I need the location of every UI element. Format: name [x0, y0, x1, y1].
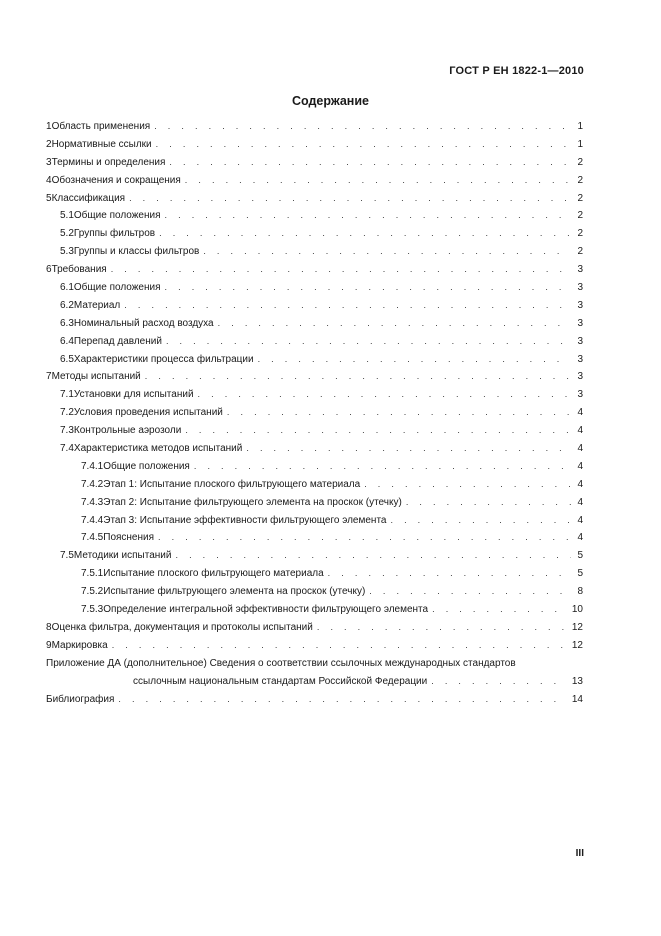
toc-entry-page: 3 [577, 371, 583, 383]
toc-entry-page: 3 [577, 389, 583, 401]
dot-leader [406, 497, 571, 507]
dot-leader [194, 461, 571, 471]
dot-leader [364, 479, 571, 489]
toc-entry-number: 6.1 [60, 282, 74, 294]
dot-leader [154, 121, 571, 131]
toc-appendix-label: Приложение ДА (дополнительное) Сведения о соответствии ссылочных международных стандартов [46, 657, 516, 669]
dot-leader [156, 139, 571, 149]
toc-entry-page: 4 [577, 532, 583, 544]
toc-entry-label: Характеристики процесса фильтрации [73, 353, 254, 365]
toc-entry[interactable] [46, 425, 583, 443]
toc-entry-label: Характеристика методов испытаний [73, 443, 243, 455]
toc-entry-label: Обозначения и сокращения [51, 174, 181, 186]
toc-bibliography[interactable] [46, 694, 583, 712]
toc-entry-number: 5 [46, 192, 52, 204]
toc-entry-label: Номинальный расход воздуха [73, 317, 214, 329]
toc-entry-page: 2 [577, 156, 583, 168]
toc-entry-number: 5.3 [60, 246, 74, 258]
toc-entry-number: 3 [46, 156, 52, 168]
toc-entry-number: 7.1 [60, 389, 74, 401]
toc-entry-label: Методики испытаний [73, 550, 172, 562]
toc-entry[interactable] [46, 157, 583, 175]
page-title: Содержание [291, 94, 369, 108]
toc-entry-number: 9 [46, 639, 52, 651]
toc-entry[interactable] [46, 532, 583, 550]
toc-entry-page: 4 [577, 514, 583, 526]
dot-leader [165, 210, 572, 220]
toc-entry-label: Испытание фильтрующего элемента на проскок (утечку) [103, 586, 366, 598]
toc-entry[interactable] [46, 210, 583, 228]
toc-appendix-line2[interactable] [46, 676, 583, 694]
toc-entry-number: 7.3 [60, 425, 74, 437]
toc-entry[interactable] [46, 193, 583, 211]
toc-entry-number: 6.5 [60, 353, 74, 365]
toc-entry-page: 2 [577, 192, 583, 204]
dot-leader [118, 694, 567, 704]
dot-leader [175, 550, 571, 560]
toc-entry-number: 7.5 [60, 550, 74, 562]
toc-entry-label: Нормативные ссылки [51, 138, 152, 150]
dot-leader [198, 389, 571, 399]
toc-entry-number: 7.4.5 [81, 532, 104, 544]
toc-entry-page: 3 [577, 335, 583, 347]
toc-entry-page: 8 [577, 586, 583, 598]
toc-entry-number: 7.4.4 [81, 514, 104, 526]
toc-entry-number: 5.1 [60, 210, 74, 222]
toc-entry-page: 4 [577, 460, 583, 472]
toc-entry-number: 7.4.3 [81, 496, 104, 508]
toc-entry-page: 2 [577, 210, 583, 222]
toc-entry-page: 5 [577, 550, 583, 562]
dot-leader [158, 532, 571, 542]
toc-entry-label: Этап 1: Испытание плоского фильтрующего материала [103, 478, 361, 490]
toc-entry[interactable] [46, 586, 583, 604]
toc-entry-page: 2 [577, 246, 583, 258]
toc-appendix-label-cont: ссылочным национальным стандартам Российской Федерации [133, 675, 428, 687]
dot-leader [258, 354, 571, 364]
toc-entry[interactable] [46, 228, 583, 246]
toc-entry-label: Общие положения [73, 210, 161, 222]
toc-entry[interactable] [46, 550, 583, 568]
toc-entry[interactable] [46, 371, 583, 389]
toc-entry[interactable] [46, 515, 583, 533]
toc-entry-label: Пояснения [103, 532, 155, 544]
toc-entry[interactable] [46, 389, 583, 407]
toc-entry[interactable] [46, 479, 583, 497]
dot-leader [390, 515, 571, 525]
toc-entry-label: Испытание плоского фильтрующего материала [103, 568, 324, 580]
toc-entry[interactable] [46, 407, 583, 425]
toc-entry-number: 6.3 [60, 317, 74, 329]
toc-entry-number: 5.2 [60, 228, 74, 240]
toc-entry-number: 6.4 [60, 335, 74, 347]
toc-entry-page: 4 [577, 407, 583, 419]
toc-entry-page: 4 [577, 496, 583, 508]
toc-entry-label: Определение интегральной эффективности фильтрующего элемента [103, 604, 429, 616]
dot-leader [185, 175, 571, 185]
toc-entry-page: 10 [571, 604, 583, 616]
dot-leader [166, 336, 571, 346]
toc-entry-page: 3 [577, 282, 583, 294]
toc-entry-label: Условия проведения испытаний [73, 407, 223, 419]
dot-leader [317, 622, 568, 632]
toc-entry-page: 12 [571, 639, 583, 651]
dot-leader [124, 300, 571, 310]
toc-entry-page: 1 [577, 138, 583, 150]
toc-appendix-page: 13 [571, 675, 583, 687]
toc-entry-number: 1 [46, 121, 52, 132]
toc-appendix-line1[interactable] [46, 658, 583, 676]
dot-leader [112, 640, 568, 650]
toc-entry-page: 3 [577, 299, 583, 311]
toc-entry-page: 1 [577, 121, 583, 132]
toc-entry-label: Методы испытаний [51, 371, 141, 383]
dot-leader [369, 586, 571, 596]
dot-leader [218, 318, 571, 328]
toc-entry[interactable] [46, 497, 583, 515]
toc-entry-label: Группы фильтров [73, 228, 156, 240]
dot-leader [203, 246, 571, 256]
toc-entry-number: 7.5.3 [81, 604, 104, 616]
toc-entry-page: 2 [577, 174, 583, 186]
toc-entry[interactable] [46, 139, 583, 157]
toc-bibliography-label: Библиография [46, 693, 115, 705]
dot-leader [145, 371, 571, 381]
toc-entry[interactable] [46, 604, 583, 622]
dot-leader [328, 568, 571, 578]
toc-entry[interactable] [46, 622, 583, 640]
dot-leader [432, 604, 568, 614]
toc-entry-label: Термины и определения [51, 156, 166, 168]
toc-entry[interactable] [46, 282, 583, 300]
toc-entry-page: 3 [577, 264, 583, 276]
toc-entry-label: Контрольные аэрозоли [73, 425, 182, 437]
dot-leader [227, 407, 571, 417]
dot-leader [159, 228, 571, 238]
dot-leader [165, 282, 572, 292]
standard-code: ГОСТ Р ЕН 1822-1—2010 [449, 65, 584, 77]
toc-entry[interactable] [46, 336, 583, 354]
toc-entry-label: Требования [51, 264, 107, 276]
toc-entry[interactable] [46, 443, 583, 461]
toc-entry-number: 7.2 [60, 407, 74, 419]
toc-entry-page: 4 [577, 425, 583, 437]
toc-entry-number: 6.2 [60, 299, 74, 311]
toc-entry[interactable] [46, 568, 583, 586]
toc-entry-number: 7.5.2 [81, 586, 104, 598]
toc-entry-page: 5 [577, 568, 583, 580]
toc-entry-page: 12 [571, 621, 583, 633]
toc-entry-page: 4 [577, 443, 583, 455]
toc-entry-number: 7.4.1 [81, 460, 104, 472]
toc-entry-page: 4 [577, 478, 583, 490]
toc-entry[interactable] [46, 354, 583, 372]
toc-entry-label: Перепад давлений [73, 335, 162, 347]
dot-leader [246, 443, 571, 453]
toc-entry[interactable] [46, 175, 583, 193]
toc-entry-number: 2 [46, 138, 52, 150]
toc-entry-number: 7.5.1 [81, 568, 104, 580]
toc-entry[interactable] [46, 246, 583, 264]
toc-entry-label: Оценка фильтра, документация и протоколы испытаний [51, 621, 313, 633]
toc-entry-number: 7.4 [60, 443, 74, 455]
toc-entry-page: 3 [577, 317, 583, 329]
toc-entry[interactable] [46, 300, 583, 318]
dot-leader [169, 157, 571, 167]
toc-entry-label: Этап 3: Испытание эффективности фильтрующего элемента [103, 514, 387, 526]
toc-entry[interactable] [46, 264, 583, 282]
table-of-contents [46, 121, 583, 711]
toc-bibliography-page: 14 [571, 693, 583, 705]
toc-entry-label: Общие положения [73, 282, 161, 294]
toc-entry-label: Группы и классы фильтров [73, 246, 200, 258]
toc-entry-label: Общие положения [103, 460, 190, 472]
toc-entry-label: Материал [73, 299, 121, 311]
toc-entry[interactable] [46, 640, 583, 658]
toc-entry-label: Установки для испытаний [73, 389, 194, 401]
dot-leader [129, 193, 571, 203]
toc-entry[interactable] [46, 121, 583, 139]
page-number: III [575, 848, 584, 859]
dot-leader [431, 676, 568, 686]
dot-leader [111, 264, 571, 274]
toc-entry-number: 7 [46, 371, 52, 383]
toc-entry-label: Классификация [51, 192, 126, 204]
toc-entry-number: 8 [46, 621, 52, 633]
toc-entry-label: Область применения [51, 121, 151, 132]
toc-entry[interactable] [46, 318, 583, 336]
dot-leader [185, 425, 571, 435]
toc-entry-page: 3 [577, 353, 583, 365]
toc-entry[interactable] [46, 461, 583, 479]
toc-entry-number: 7.4.2 [81, 478, 104, 490]
toc-entry-label: Этап 2: Испытание фильтрующего элемента на проскок (утечку) [103, 496, 402, 508]
toc-entry-number: 6 [46, 264, 52, 276]
toc-entry-number: 4 [46, 174, 52, 186]
toc-entry-page: 2 [577, 228, 583, 240]
toc-entry-label: Маркировка [51, 639, 108, 651]
